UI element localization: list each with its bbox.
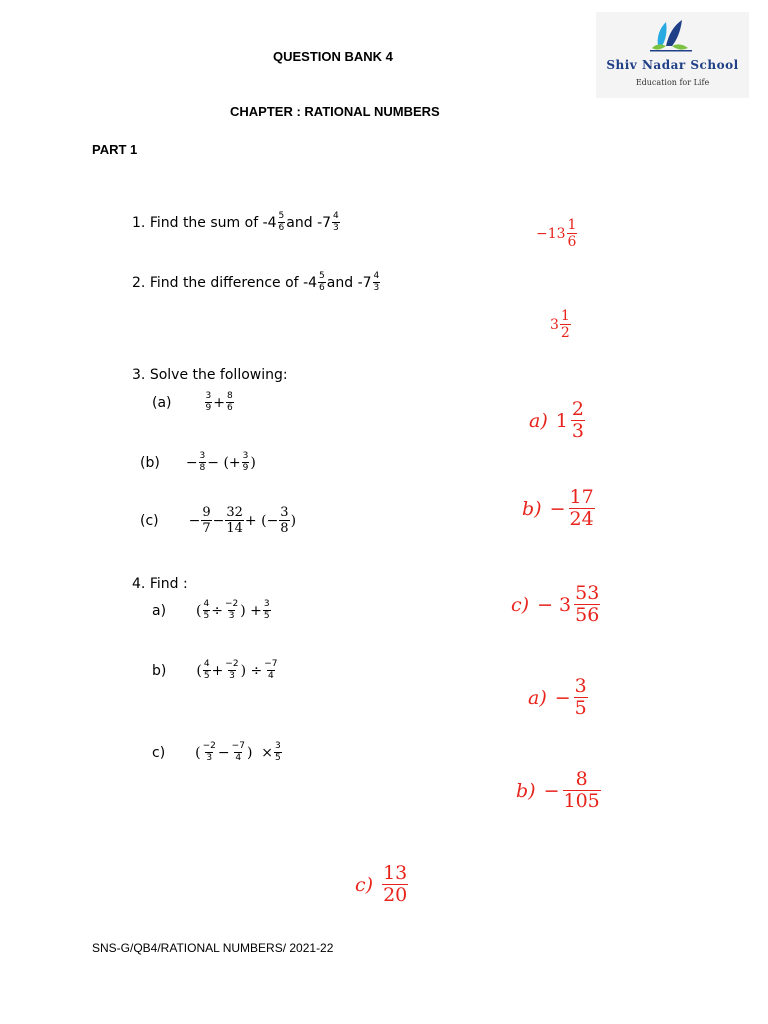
answer-label: b): [516, 779, 536, 802]
fraction: $\frac{3}{9}$: [205, 391, 212, 413]
mixed-whole: -4: [262, 214, 277, 231]
operator: −: [217, 744, 230, 761]
question-3c: [140, 506, 296, 535]
answer-fraction: $\frac{1}{2}$: [560, 308, 570, 341]
answer-label: a): [528, 686, 547, 709]
answer-sign: −: [549, 497, 566, 520]
school-logo: [596, 12, 749, 98]
operator: −: [185, 454, 198, 471]
answer-sign: −: [543, 779, 560, 802]
answer-fraction: $\frac{2}{3}$: [571, 398, 584, 442]
operator: ) +: [240, 602, 262, 619]
sub-label: a): [152, 602, 167, 619]
answer-label: a): [529, 409, 548, 432]
operator: (: [195, 744, 201, 761]
fraction: $\frac{4}{3}$: [373, 271, 380, 293]
answer-fraction: $\frac{17}{24}$: [569, 486, 594, 530]
question-text: Find the sum of: [149, 214, 259, 231]
answer-fraction: $\frac{1}{6}$: [567, 217, 577, 250]
question-3a: [152, 392, 235, 413]
question-text: Find the difference of: [149, 274, 299, 291]
mixed-whole: -7: [357, 274, 372, 291]
question-4b: [152, 660, 280, 681]
sub-label: (a): [152, 394, 172, 411]
fraction: $\frac{-2}{3}$: [225, 659, 239, 681]
question-4: [132, 576, 188, 592]
operator: − (+: [207, 454, 241, 471]
answer-fraction: $\frac{13}{20}$: [383, 862, 408, 906]
logo-tagline: Education for Life: [635, 78, 710, 87]
fraction: $\frac{32}{14}$: [226, 505, 243, 536]
answer-label: b): [522, 497, 542, 520]
answer-4c: [355, 864, 409, 905]
question-number: 2.: [132, 274, 146, 291]
fraction: $\frac{3}{8}$: [280, 505, 289, 536]
fraction: $\frac{9}{7}$: [202, 505, 211, 536]
mixed-whole: -4: [303, 274, 318, 291]
answer-fraction: $\frac{8}{105}$: [563, 768, 600, 812]
answer-4a: [528, 677, 589, 718]
answer-label: c): [355, 873, 374, 896]
operator: +: [213, 394, 225, 411]
fraction: $\frac{5}{6}$: [319, 271, 325, 293]
fraction: $\frac{8}{6}$: [226, 391, 233, 413]
answer-fraction: $\frac{3}{5}$: [574, 675, 587, 719]
answer-3b: [522, 488, 596, 529]
operator: ÷: [211, 602, 223, 619]
sub-label: (b): [140, 454, 160, 471]
sub-label: b): [152, 662, 167, 679]
answer-3c: [511, 584, 601, 625]
question-3: [132, 367, 288, 383]
question-1: [132, 212, 341, 233]
fraction: $\frac{-2}{3}$: [224, 599, 239, 621]
conjunction: and: [326, 274, 354, 291]
fraction: $\frac{-2}{3}$: [202, 741, 216, 763]
operator: +: [211, 662, 224, 679]
operator: (: [196, 602, 202, 619]
answer-whole: 1: [555, 409, 568, 432]
question-4a: [152, 600, 272, 621]
lotus-icon: [596, 12, 749, 60]
chapter-title: CHAPTER : RATIONAL NUMBERS: [230, 104, 440, 119]
logo-name: Shiv Nadar School: [606, 58, 739, 72]
fraction: $\frac{3}{5}$: [263, 599, 270, 621]
answer-3a: [529, 400, 586, 441]
fraction: $\frac{5}{6}$: [278, 211, 285, 233]
conjunction: and: [286, 214, 313, 231]
question-number: 4.: [132, 576, 146, 592]
part-heading: PART 1: [92, 142, 138, 157]
question-number: 1.: [132, 214, 146, 231]
operator: ) ÷: [240, 662, 263, 679]
operator: ): [290, 512, 297, 529]
sub-label: (c): [140, 512, 159, 529]
fraction: $\frac{-7}{4}$: [231, 741, 245, 763]
question-2: [132, 272, 381, 293]
operator: −: [188, 512, 201, 529]
answer-1: [536, 218, 578, 249]
answer-label: c): [511, 593, 530, 616]
mixed-whole: -7: [317, 214, 332, 231]
question-number: 3.: [132, 367, 146, 383]
page-title: QUESTION BANK 4: [273, 49, 393, 64]
operator: + (−: [244, 512, 279, 529]
page-footer: SNS-G/QB4/RATIONAL NUMBERS/ 2021-22: [92, 941, 334, 955]
sub-label: c): [152, 744, 166, 761]
question-text: Solve the following:: [149, 367, 288, 383]
operator: −: [212, 512, 225, 529]
answer-sign: −: [554, 686, 571, 709]
operator: ) ×: [246, 744, 274, 761]
answer-fraction: $\frac{53}{56}$: [575, 582, 600, 626]
fraction: $\frac{3}{5}$: [275, 741, 281, 763]
fraction: $\frac{3}{8}$: [199, 451, 206, 473]
answer-whole: 3: [550, 316, 559, 333]
fraction: $\frac{4}{3}$: [333, 211, 339, 233]
operator: ): [250, 454, 256, 471]
question-text: Find :: [149, 576, 188, 592]
answer-whole: −13: [536, 225, 566, 242]
fraction: $\frac{3}{9}$: [242, 451, 249, 473]
fraction: $\frac{4}{5}$: [203, 659, 210, 681]
fraction: $\frac{-7}{4}$: [264, 659, 278, 681]
answer-2: [550, 309, 572, 340]
operator: (: [196, 662, 202, 679]
fraction: $\frac{4}{5}$: [203, 599, 210, 621]
question-3b: [140, 452, 256, 473]
question-4c: [152, 742, 283, 763]
answer-whole: − 3: [537, 593, 572, 616]
answer-4b: [516, 770, 602, 811]
